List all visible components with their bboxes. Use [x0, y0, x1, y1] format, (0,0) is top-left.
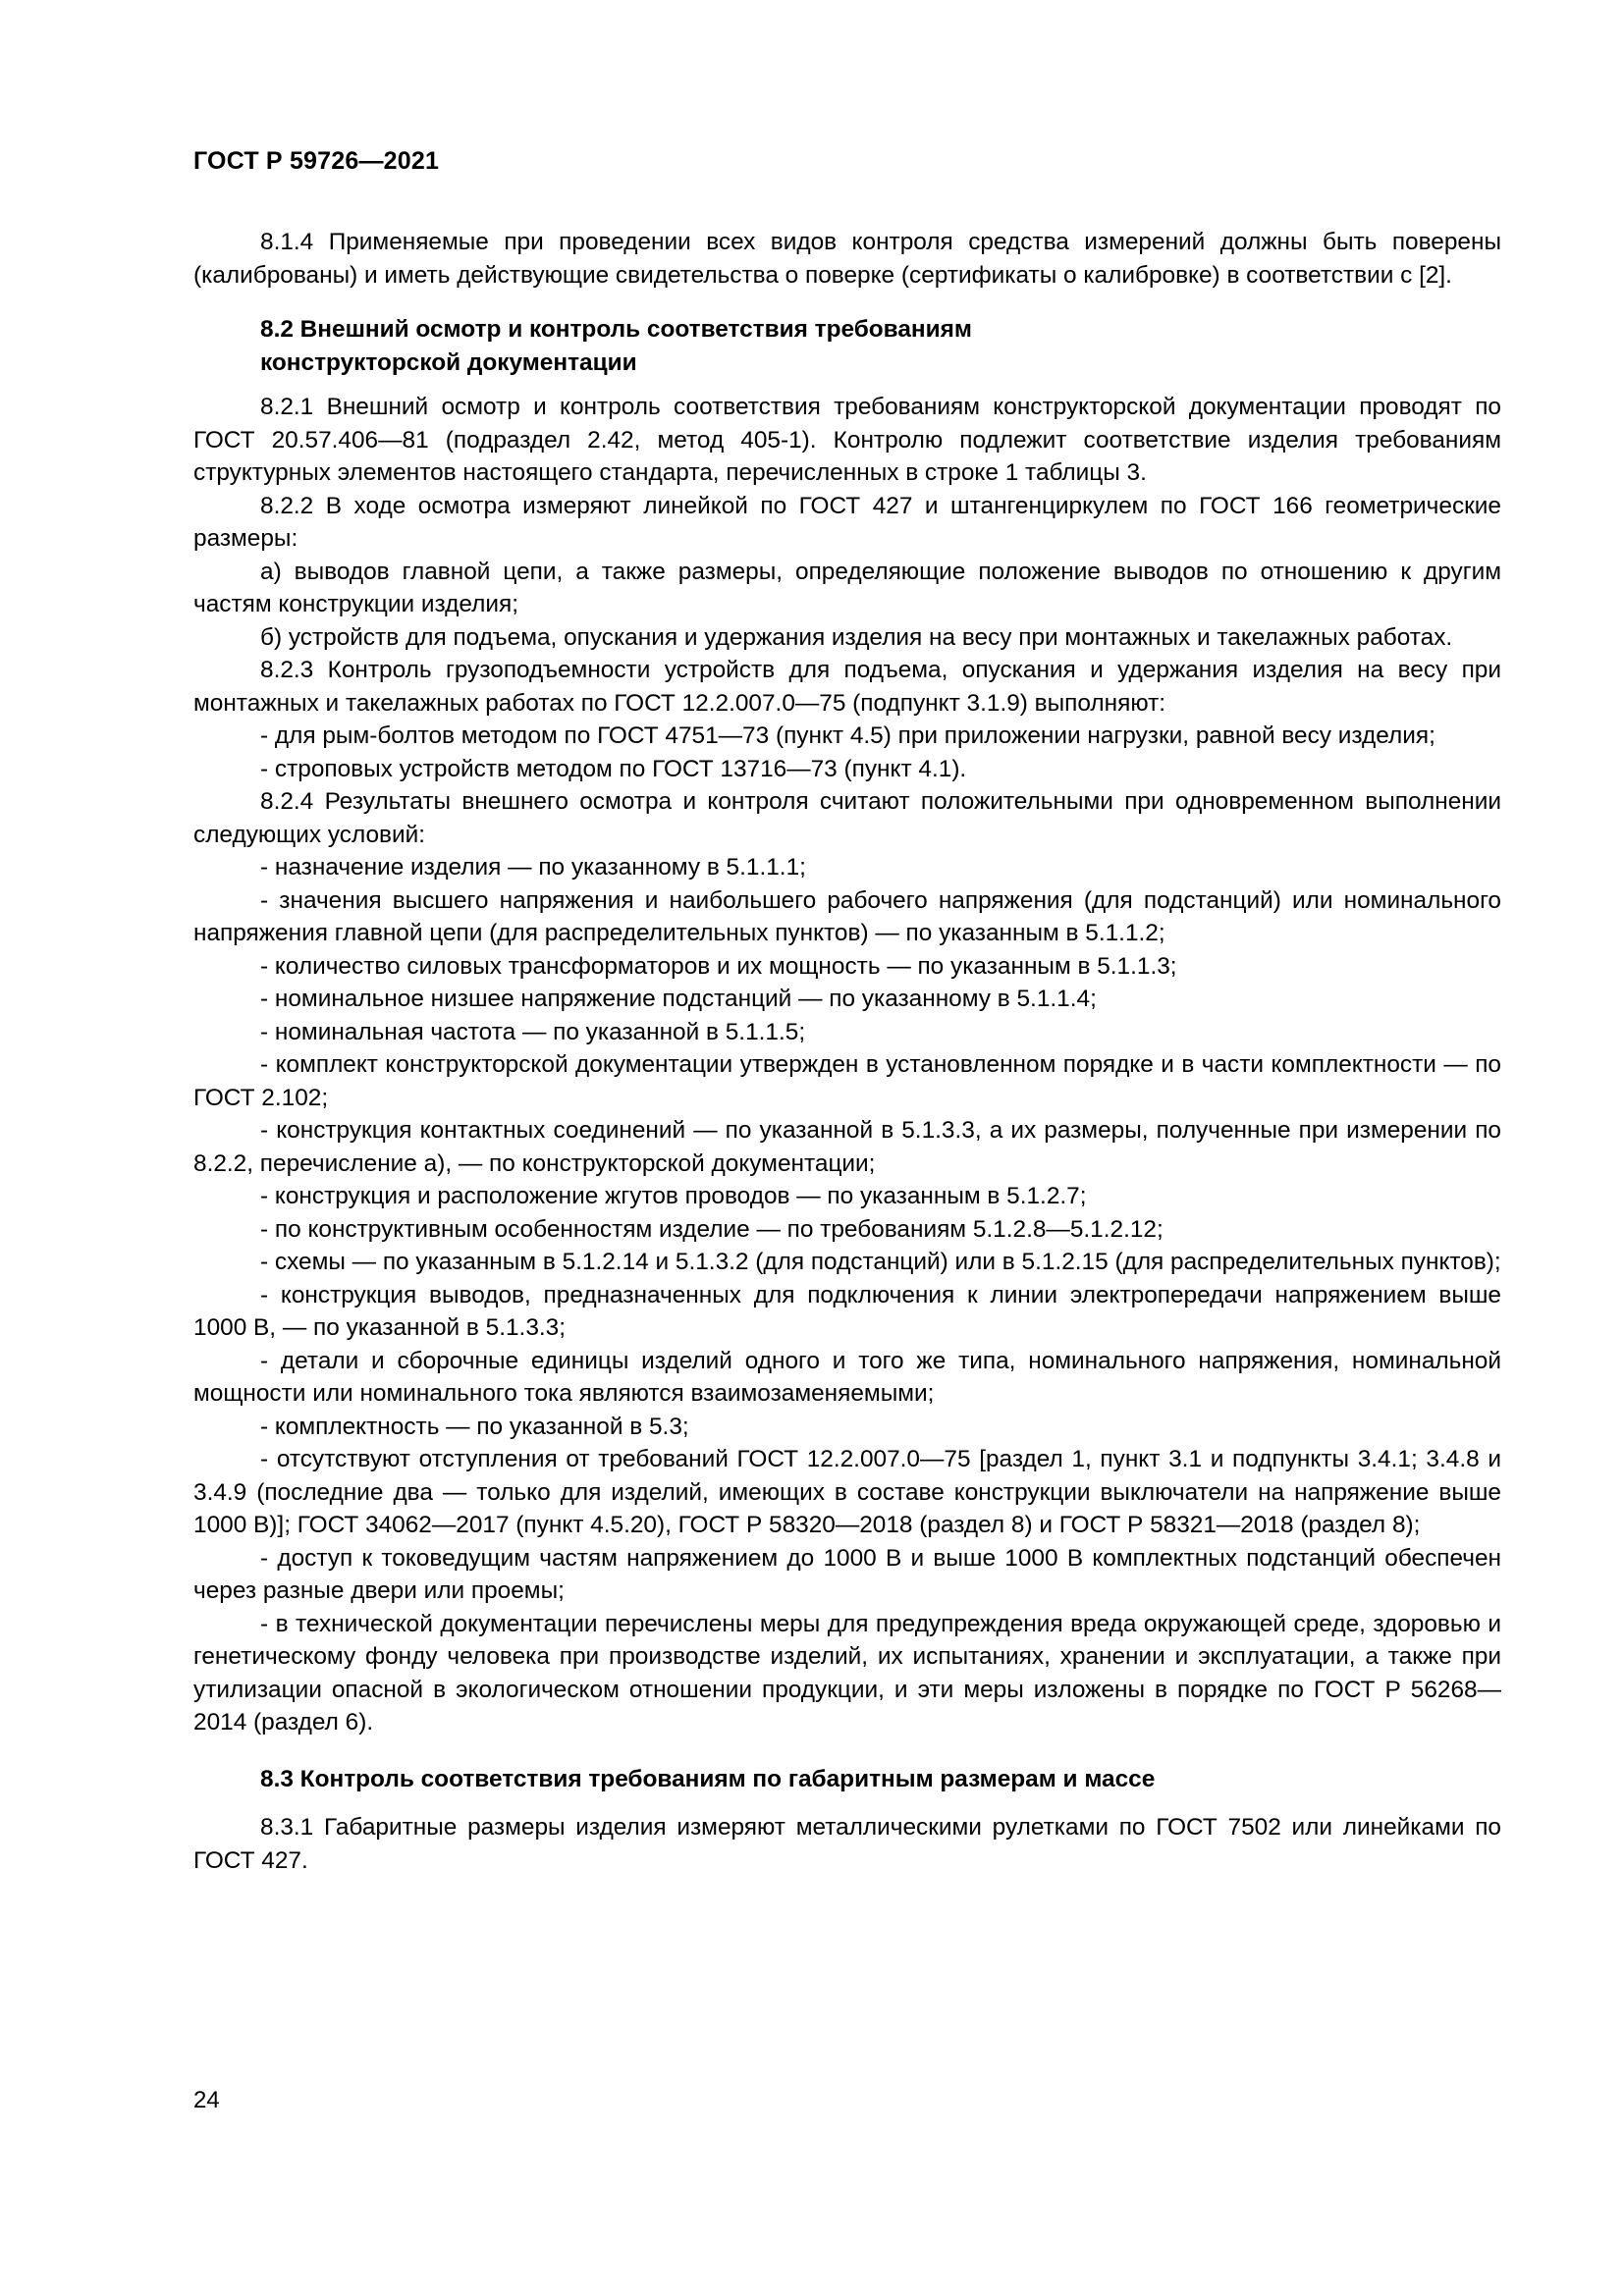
list-item-8-2-2-a: а) выводов главной цепи, а также размеры, определяющие положение выводов по отношению к другим частям конструкции изделия;: [193, 558, 1501, 617]
condition-item: - значения высшего напряжения и наибольшего рабочего напряжения (для подстанций) или номинального напряжения главной цепи (для распределительных пунктов) — по указанным в 5.1.1.2;: [193, 886, 1501, 946]
paragraph-8-3-1: 8.3.1 Габаритные размеры изделия измеряют металлическими рулетками по ГОСТ 7502 или линейками по ГОСТ 427.: [193, 1814, 1501, 1874]
section-heading-8-3: 8.3 Контроль соответствия требованиям по габаритным размерам и массе: [260, 1765, 1156, 1792]
condition-item: - комплектность — по указанной в 5.3;: [260, 1413, 689, 1440]
condition-item: - детали и сборочные единицы изделий одного и того же типа, номинального напряжения, номинальной мощности или номинального тока являются взаимозаменяемыми;: [193, 1347, 1501, 1407]
page-number: 24: [193, 2087, 220, 2113]
condition-item: - комплект конструкторской документации утвержден в установленном порядке и в части комплектности — по ГОСТ 2.102;: [193, 1051, 1501, 1111]
condition-item: - схемы — по указанным в 5.1.2.14 и 5.1.3.2 (для подстанций) или в 5.1.2.15 (для распределительных пунктов);: [260, 1249, 1501, 1275]
list-item-8-2-3-2: - строповых устройств методом по ГОСТ 13716—73 (пункт 4.1).: [260, 755, 967, 782]
paragraph-8-2-4: 8.2.4 Результаты внешнего осмотра и контроля считают положительными при одновременном выполнении следующих условий:: [193, 788, 1501, 848]
condition-item: - конструкция выводов, предназначенных для подключения к линии электропередачи напряжением выше 1000 В, — по указанной в 5.1.3.3;: [193, 1281, 1501, 1341]
condition-item: - по конструктивным особенностям изделие — по требованиям 5.1.2.8—5.1.2.12;: [260, 1215, 1164, 1243]
section-heading-8-2: 8.2 Внешний осмотр и контроль соответствия требованиям конструкторской документации: [260, 316, 972, 376]
condition-item: - отсутствуют отступления от требований ГОСТ 12.2.007.0—75 [раздел 1, пункт 3.1 и подпункты 3.4.1; 3.4.8 и 3.4.9 (последние два — только для изделий, имеющих в составе конструкции выключатели на напряжение выше 1000 В)]; ГОСТ 34062—2017 (пункт 4.5.20), ГОСТ Р 58320—2018 (раздел 8) и ГОСТ Р 58321—2018 (раздел 8);: [193, 1446, 1501, 1538]
paragraph-8-2-1: 8.2.1 Внешний осмотр и контроль соответствия требованиям конструкторской документации проводят по ГОСТ 20.57.406—81 (подраздел 2.42, метод 405-1). Контролю подлежит соответствие изделия требованиям структурных элементов настоящего стандарта, перечисленных в строке 1 таблицы 3.: [193, 394, 1501, 486]
condition-item: - номинальная частота — по указанной в 5.1.1.5;: [260, 1018, 806, 1045]
condition-item: - назначение изделия — по указанному в 5.1.1.1;: [260, 854, 806, 881]
condition-item: - конструкция контактных соединений — по указанной в 5.1.3.3, а их размеры, полученные при измерении по 8.2.2, перечисление а), — по конструкторской документации;: [193, 1117, 1501, 1177]
list-item-8-2-3-1: - для рым-болтов методом по ГОСТ 4751—73 (пункт 4.5) при приложении нагрузки, равной весу изделия;: [260, 722, 1435, 749]
paragraph-8-2-2: 8.2.2 В ходе осмотра измеряют линейкой по ГОСТ 427 и штангенциркулем по ГОСТ 166 геометрические размеры:: [193, 492, 1501, 552]
paragraph-8-1-4: 8.1.4 Применяемые при проведении всех видов контроля средства измерений должны быть поверены (калиброваны) и иметь действующие свидетельства о поверке (сертификаты о калибровке) в соответствии с [2].: [193, 229, 1501, 289]
paragraph-8-2-3: 8.2.3 Контроль грузоподъемности устройств для подъема, опускания и удержания изделия на весу при монтажных и такелажных работах по ГОСТ 12.2.007.0—75 (подпункт 3.1.9) выполняют:: [193, 657, 1501, 717]
condition-item: - конструкция и расположение жгутов проводов — по указанным в 5.1.2.7;: [260, 1183, 1087, 1209]
document-body: [193, 226, 1501, 1877]
condition-item: - в технической документации перечислены меры для предупреждения вреда окружающей среде, здоровью и генетическому фонду человека при производстве изделий, их испытаниях, хранении и эксплуатации, а также при утилизации опасной в экологическом отношении продукции, и эти меры изложены в порядке по ГОСТ Р 56268—2014 (раздел 6).: [193, 1610, 1501, 1735]
condition-item: - количество силовых трансформаторов и их мощность — по указанным в 5.1.1.3;: [260, 952, 1177, 980]
list-item-8-2-2-b: б) устройств для подъема, опускания и удержания изделия на весу при монтажных и такелажных работах.: [260, 623, 1453, 651]
condition-item: - номинальное низшее напряжение подстанций — по указанному в 5.1.1.4;: [260, 986, 1097, 1012]
condition-item: - доступ к токоведущим частям напряжением до 1000 В и выше 1000 В комплектных подстанций обеспечен через разные двери или проемы;: [193, 1544, 1501, 1604]
page-header-standard-id: ГОСТ Р 59726—2021: [193, 147, 440, 175]
